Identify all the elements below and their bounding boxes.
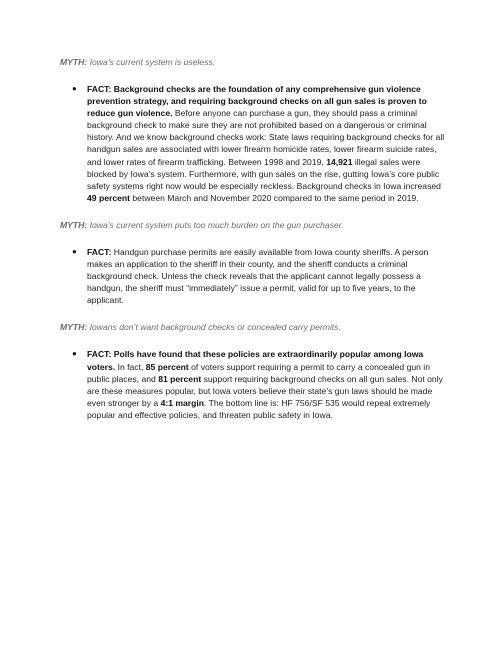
fact-text: In fact,: [115, 361, 146, 372]
fact-text: between March and November 2020 compared to the same period in 2019.: [130, 192, 419, 203]
fact-bullet-2: [60, 246, 450, 306]
fact-stat-check-support: 81 percent: [158, 373, 202, 384]
document-body: [60, 56, 450, 436]
bullet-icon: ●: [72, 84, 77, 93]
fact-text: support requiring background checks on all gun sales. Not only are these measures popular, but Iowa voters believe their state’s gun laws should be made even stronger by a: [87, 373, 443, 408]
fact-text-bold: FACT:: [87, 246, 112, 257]
fact-stat-permit-support: 85 percent: [145, 361, 189, 372]
myth-text: Iowans don’t want background checks or concealed carry permits.: [87, 322, 341, 333]
fact-bullet-3: [60, 348, 450, 421]
fact-text-bold: FACT: Background checks are the foundation of any comprehensive gun violence prevention strategy, and requiring background checks on all gun sales is proven to reduce gun violence.: [87, 84, 427, 119]
fact-text: illegal sales were blocked by Iowa’s system. Furthermore, with gun sales on the rise, gutting Iowa’s core public safety systems right now would be especially reckless. Background checks in Iowa increased: [87, 156, 441, 191]
fact-text: Handgun purchase permits are easily available from Iowa county sheriffs. A person makes an application to the sheriff in their county, and the sheriff conducts a criminal background check. Unless the check reveals that the applicant cannot legally possess a handgun, the sheriff must “immediately” issue a permit, valid for up to five years, to the applicant.: [87, 246, 429, 306]
fact-text: . The bottom line is: HF 756/SF 535 would repeal extremely popular and effective policies, and threaten public safety in Iowa.: [87, 397, 431, 420]
bullet-icon: ●: [72, 349, 77, 359]
myth-label: MYTH:: [60, 322, 88, 333]
bullet-icon: ●: [72, 246, 77, 256]
myth-label: MYTH:: [60, 219, 88, 230]
myth-statement-1: [60, 56, 450, 68]
myth-text: Iowa’s current system is useless.: [87, 57, 216, 67]
myth-label: MYTH:: [60, 57, 88, 67]
fact-stat-increase: 49 percent: [87, 192, 130, 203]
myth-statement-2: [60, 219, 450, 231]
fact-text: of voters support requiring a permit to carry a concealed gun in public places, and: [87, 361, 430, 384]
fact-text: Before anyone can purchase a gun, they should pass a criminal background check to make sure they are not prohibited based on a dangerous or criminal history. And we know background checks work: State laws requiring background checks for all handgun sales are associated with lower firearm homicide rates, lower firearm suicide rates, and lower rates of firearm trafficking. Between 1998 and 2019,: [87, 108, 445, 167]
fact-text-bold: FACT: Polls have found that these policies are extraordinarily popular among Iowa voters.: [87, 349, 424, 372]
myth-text: Iowa’s current system puts too much burden on the gun purchaser.: [87, 219, 344, 230]
fact-stat-margin: 4:1 margin: [160, 397, 205, 408]
fact-bullet-1: [60, 83, 450, 204]
fact-stat-blocked-sales: 14,921: [326, 156, 353, 167]
myth-statement-3: [60, 321, 450, 333]
